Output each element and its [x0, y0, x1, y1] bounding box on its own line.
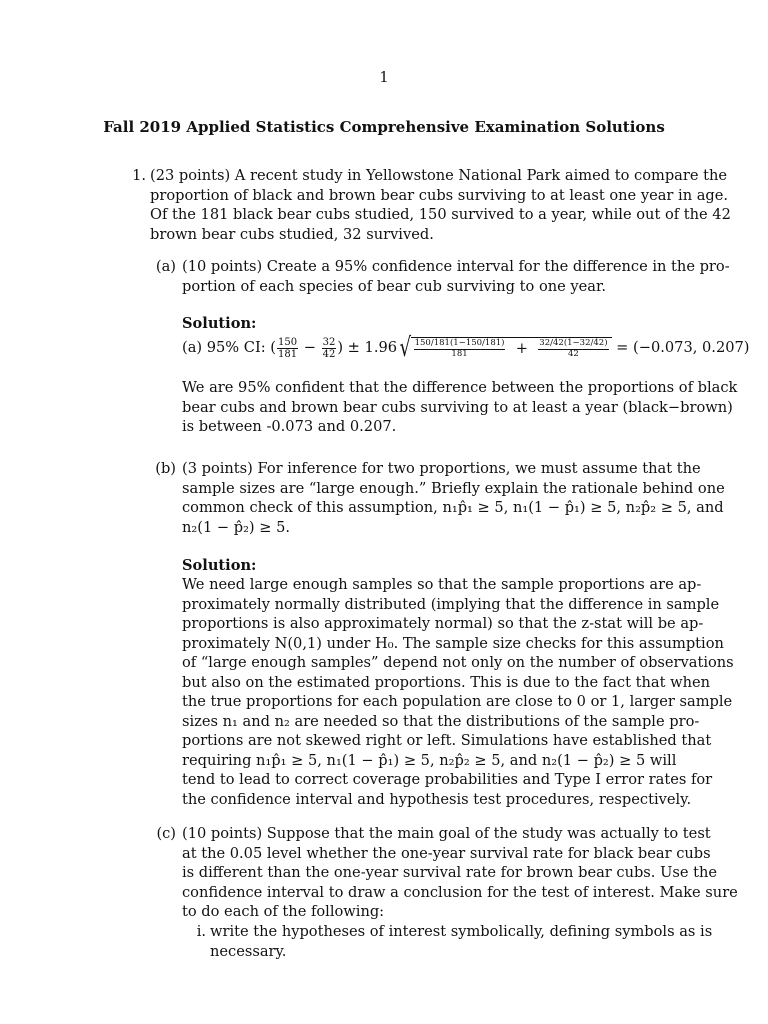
sub-item-i-text [210, 922, 713, 961]
text-line: write the hypotheses of interest symbolically, defining symbols as is [210, 923, 713, 940]
se-term-2: $\frac{32/42(1-32/42)}{42}$ [539, 338, 608, 359]
part-a-text [182, 257, 730, 296]
fraction-p2: $\frac{32}{42}$ [322, 336, 336, 360]
sqrt-icon: √ [399, 333, 412, 363]
ci-prefix: (a) 95% CI: ( [182, 339, 276, 357]
text-line: but also on the estimated proportions. This is due to the fact that when [182, 673, 711, 691]
part-a-label: (a) [155, 258, 176, 275]
text-line: (10 points) Create a 95% confidence interval for the difference in the pro- [182, 258, 730, 275]
text-line: the true proportions for each population are close to 0 or 1, larger sample [182, 693, 733, 710]
ci-result: = (−0.073, 0.207) [616, 339, 750, 357]
fraction-p1: $\frac{150}{181}$ [277, 336, 298, 360]
text-line: confidence interval to draw a conclusion for the test of interest. Make sure [182, 883, 738, 901]
text-line: the confidence interval and hypothesis test procedures, respectively. [182, 790, 692, 808]
part-b-text [182, 459, 725, 537]
question-1-text [150, 166, 731, 244]
text-line: proportions is also approximately normal) so that the z-stat will be ap- [182, 615, 704, 632]
text-line: sizes n₁ and n₂ are needed so that the distributions of the sample pro- [182, 712, 700, 730]
question-number: 1. [132, 167, 146, 184]
text-line: We need large enough samples so that the sample proportions are ap- [182, 576, 702, 593]
confidence-interval-formula: (a) 95% CI: ( $\frac{150}{181}$ − $\frac{32}{42}$ ) ± 1.96 √ $\frac{150/181(1-150/181)}{181}$ + $\frac{32/42(1-32/42)}{42}$ = (−0.073, 0.207) [182, 333, 750, 363]
text-line: brown bear cubs studied, 32 survived. [150, 225, 434, 243]
text-line: common check of this assumption, n₁p̂₁ ≥ 5, n₁(1 − p̂₁) ≥ 5, n₂p̂₂ ≥ 5, and [182, 499, 724, 516]
text-line: proximately N(0,1) under H₀. The sample size checks for this assumption [182, 634, 724, 652]
part-a-interpretation [182, 378, 738, 437]
text-line: We are 95% confident that the difference between the proportions of black [182, 379, 738, 396]
part-c-text [182, 824, 738, 922]
standard-error-radicand: $\frac{150/181(1-150/181)}{181}$ + $\frac{32/42(1-32/42)}{42}$ [411, 337, 612, 359]
text-line: proximately normally distributed (implying that the difference in sample [182, 595, 720, 613]
part-c-label: (c) [156, 825, 176, 842]
page-number: 1 [379, 69, 389, 86]
text-line: (10 points) Suppose that the main goal of the study was actually to test [182, 825, 711, 842]
text-line: Of the 181 black bear cubs studied, 150 survived to a year, while out of the 42 [150, 206, 731, 223]
sub-item-i-label: i. [196, 923, 206, 940]
text-line: portions are not skewed right or left. Simulations have established that [182, 732, 712, 749]
text-line: proportion of black and brown bear cubs surviving to at least one year in age. [150, 186, 729, 204]
text-line: (3 points) For inference for two proportions, we must assume that the [182, 460, 701, 477]
text-line: of “large enough samples” depend not only on the number of observations [182, 654, 734, 671]
text-line: to do each of the following: [182, 903, 385, 920]
document-title: Fall 2019 Applied Statistics Comprehensive Examination Solutions [103, 118, 665, 136]
text-line: n₂(1 − p̂₂) ≥ 5. [182, 518, 291, 536]
text-line: tend to lead to correct coverage probabilities and Type I error rates for [182, 771, 713, 788]
solution-heading-a: Solution: [182, 315, 257, 332]
text-line: sample sizes are “large enough.” Briefly explain the rationale behind one [182, 479, 725, 497]
text-line: is different than the one-year survival rate for brown bear cubs. Use the [182, 864, 718, 881]
text-line: requiring n₁p̂₁ ≥ 5, n₁(1 − p̂₁) ≥ 5, n₂p̂₂ ≥ 5, and n₂(1 − p̂₂) ≥ 5 will [182, 751, 677, 769]
text-line: (23 points) A recent study in Yellowstone National Park aimed to compare the [150, 167, 728, 184]
text-line: portion of each species of bear cub surviving to one year. [182, 277, 606, 295]
text-line: at the 0.05 level whether the one-year survival rate for black bear cubs [182, 844, 711, 862]
text-line: bear cubs and brown bear cubs surviving to at least a year (black−brown) [182, 398, 733, 416]
se-term-1: $\frac{150/181(1-150/181)}{181}$ [414, 338, 505, 359]
part-b-solution [182, 575, 734, 809]
part-b-label: (b) [155, 460, 176, 477]
solution-heading-b: Solution: [182, 557, 257, 574]
text-line: is between -0.073 and 0.207. [182, 418, 397, 435]
text-line: necessary. [210, 942, 287, 960]
ci-mid: ) ± 1.96 [337, 339, 398, 357]
